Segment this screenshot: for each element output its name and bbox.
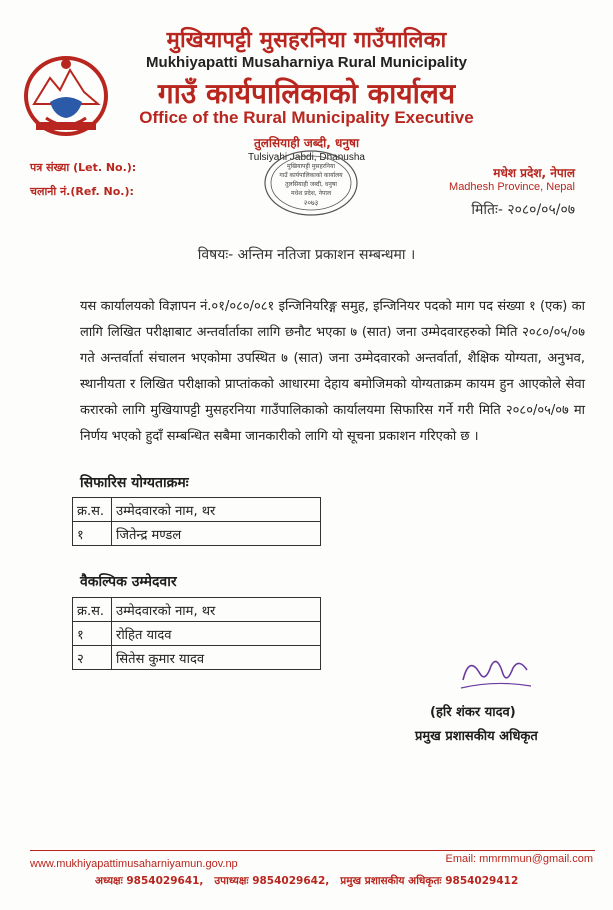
municipality-name-english: Mukhiyapatti Musaharniya Rural Municipality xyxy=(146,54,467,71)
stamp-line: २०७३ xyxy=(303,199,319,207)
serial-cell: २ xyxy=(73,646,112,670)
recommended-table xyxy=(72,497,321,546)
column-header-serial: क्र.स. xyxy=(73,498,112,522)
vice-chair-label: उपाध्यक्षः xyxy=(214,875,249,887)
candidate-name-cell: सितेस कुमार यादव xyxy=(112,646,321,670)
signatory-post: प्रमुख प्रशासकीय अधिकृत xyxy=(415,729,538,744)
footer-divider xyxy=(30,850,595,851)
handwritten-signature xyxy=(455,650,535,696)
province-english: Madhesh Province, Nepal xyxy=(449,181,575,193)
letter-date: मितिः- २०८०/०५/०७ xyxy=(471,202,575,218)
signatory-name: (हरि शंकर यादव) xyxy=(430,705,516,720)
office-name-english: Office of the Rural Municipality Executive xyxy=(139,108,474,127)
alternate-table xyxy=(72,597,321,670)
cao-label: प्रमुख प्रशासकीय अधिकृतः xyxy=(340,875,442,887)
notice-paragraph: यस कार्यालयको विज्ञापन नं.०१/०८०/०८१ इन्जिनियरिङ्ग समुह, इन्जिनियर पदको माग पद संख्या १ (एक) का लागि लिखित परीक्षाबाट अन्तर्वार्ताका लागि छनौट भएका ७ (सात) जना उम्मेदवारहरुको मिति २०८०/०५/०७ गते अन्तर्वार्ता संचालन भएकोमा उपस्थित ७ (सात) जना उम्मेदवारको अन्तर्वार्ता, शैक्षिक योग्यता, अनुभव, स्थानीयता र लिखित परीक्षाको प्राप्तांकको आधारमा देहाय बमोजिमको योग्यताक्रम कायम हुन आएकोले सेवा करारको लागि मुखियापट्टी मुसहरनिया गाउँपालिकाको कार्यालयमा सिफारिस गर्ने गरी मिति २०८०/०५/०७ मा निर्णय भएको हुदाँ सम्बन्धित सबैमा जानकारीको लागि यो सूचना प्रकाशन गरिएको छ । xyxy=(80,299,585,444)
table-header-row xyxy=(73,498,321,522)
reference-number-label: चलानी नं.(Ref. No.): xyxy=(30,185,134,198)
chair-label: अध्यक्षः xyxy=(95,875,123,887)
serial-cell: १ xyxy=(73,522,112,546)
stamp-line: मुखियापट्टी मुसहरनिया xyxy=(286,163,336,170)
office-name-nepali: गाउँ कार्यपालिकाको कार्यालय xyxy=(157,77,456,110)
candidate-name-cell: रोहित यादव xyxy=(112,622,321,646)
email-address[interactable]: Email: mmrmmun@gmail.com xyxy=(445,853,593,865)
alternate-heading: वैकल्पिक उम्मेदवार xyxy=(80,574,177,590)
vice-chair-phone: 9854029642, xyxy=(252,875,330,887)
table-row xyxy=(73,622,321,646)
column-header-serial: क्र.स. xyxy=(73,598,112,622)
table-row xyxy=(73,522,321,546)
address-english: Tulsiyahi Jabdi, Dhanusha xyxy=(248,152,365,163)
candidate-name-cell: जितेन्द्र मण्डल xyxy=(112,522,321,546)
province-nepali: मधेश प्रदेश, नेपाल xyxy=(493,166,575,180)
column-header-name: उम्मेदवारको नाम, थर xyxy=(112,498,321,522)
letter-number-label: पत्र संख्या (Let. No.): xyxy=(30,161,137,174)
serial-cell: १ xyxy=(73,622,112,646)
municipality-name-nepali: मुखियापट्टी मुसहरनिया गाउँपालिका xyxy=(166,28,447,53)
table-row xyxy=(73,646,321,670)
stamp-line: गाउँ कार्यपालिकाको कार्यालय xyxy=(279,172,343,179)
stamp-line: मधेश प्रदेश, नेपाल xyxy=(290,190,332,197)
cao-phone: 9854029412 xyxy=(445,875,519,887)
chair-phone: 9854029641, xyxy=(126,875,204,887)
column-header-name: उम्मेदवारको नाम, थर xyxy=(112,598,321,622)
table-header-row xyxy=(73,598,321,622)
subject-line: विषयः- अन्तिम नतिजा प्रकाशन सम्बन्धमा । xyxy=(197,247,416,263)
website-link[interactable]: www.mukhiyapattimusaharniyamun.gov.np xyxy=(30,858,238,870)
contact-numbers xyxy=(95,874,518,888)
stamp-line: तुलसियाही जब्दी, धनुषा xyxy=(285,181,337,188)
recommended-heading: सिफारिस योग्यताक्रमः xyxy=(80,475,189,491)
address-nepali: तुलसियाही जब्दी, धनुषा xyxy=(253,136,360,150)
office-stamp xyxy=(262,148,360,218)
